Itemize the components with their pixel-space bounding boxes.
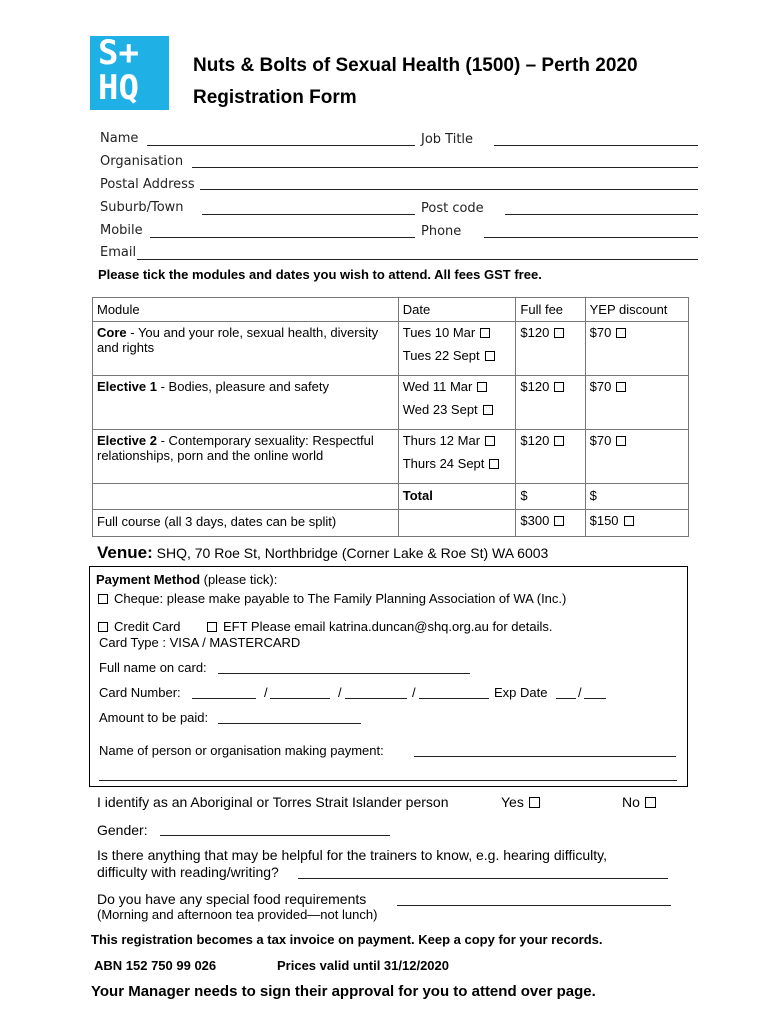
card-name-field[interactable] (218, 673, 470, 674)
name-label: Name (100, 131, 139, 146)
tax-invoice-note: This registration becomes a tax invoice on payment. Keep a copy for your records. (91, 932, 603, 947)
date-option[interactable] (399, 322, 516, 345)
module-table (92, 297, 689, 537)
organisation-field[interactable] (192, 167, 698, 168)
suburb-label: Suburb/Town (100, 200, 184, 215)
checkbox[interactable] (554, 516, 564, 526)
exp-date-label: Exp Date (494, 685, 548, 700)
logo-text-bottom: HQ (98, 68, 139, 108)
module-cell (93, 322, 399, 376)
cheque-label: Cheque: please make payable to The Family Planning Association of WA (Inc.) (114, 591, 567, 606)
fee-cell[interactable] (516, 322, 585, 376)
date-label: Thurs 12 Mar (402, 433, 481, 448)
separator: / (412, 685, 416, 700)
helpful-question-line1: Is there anything that may be helpful for the trainers to know, e.g. hearing difficulty, (97, 847, 607, 863)
food-question: Do you have any special food requirements (97, 891, 367, 907)
postal-address-label: Postal Address (100, 177, 195, 192)
identity-no-option[interactable] (622, 794, 656, 810)
total-fee[interactable]: $ (516, 484, 585, 510)
date-option[interactable] (399, 345, 516, 368)
helpful-question-line2: difficulty with reading/writing? (97, 864, 279, 880)
date-option[interactable] (399, 430, 516, 453)
checkbox[interactable] (616, 328, 626, 338)
date-option[interactable] (399, 399, 516, 422)
yep-cell[interactable] (585, 322, 688, 376)
eft-option[interactable] (207, 619, 552, 634)
exp-year-field[interactable] (584, 698, 606, 699)
identity-yes-label: Yes (501, 794, 524, 810)
venue (97, 543, 548, 563)
table-row (93, 430, 689, 484)
venue-label: Venue: (97, 543, 153, 562)
checkbox[interactable] (485, 351, 495, 361)
header-module: Module (93, 298, 399, 322)
module-name: Elective 2 (97, 433, 157, 448)
fee-value: $120 (520, 325, 550, 340)
checkbox[interactable] (477, 382, 487, 392)
table-row (93, 322, 689, 376)
postal-address-field[interactable] (200, 189, 698, 190)
yep-value: $150 (589, 513, 619, 528)
checkbox[interactable] (489, 459, 499, 469)
organisation-label: Organisation (100, 154, 184, 169)
checkbox[interactable] (624, 516, 634, 526)
exp-month-field[interactable] (556, 698, 576, 699)
identity-yes-option[interactable] (501, 794, 540, 810)
post-code-field[interactable] (505, 214, 698, 215)
fee-value: $120 (520, 379, 550, 394)
abn: ABN 152 750 99 026 (94, 958, 217, 973)
cheque-option[interactable] (98, 591, 566, 606)
date-label: Thurs 24 Sept (402, 456, 485, 471)
header-full-fee: Full fee (516, 298, 585, 322)
fee-value: $120 (520, 433, 550, 448)
date-cell (398, 430, 516, 484)
suburb-field[interactable] (202, 214, 415, 215)
module-name: Elective 1 (97, 379, 157, 394)
total-label: Total (398, 484, 516, 510)
date-cell (398, 322, 516, 376)
date-label: Tues 22 Sept (402, 348, 480, 363)
shq-logo (90, 33, 169, 110)
module-desc: - You and your role, sexual health, diversity and rights (97, 325, 379, 355)
amount-field[interactable] (218, 723, 361, 724)
post-code-label: Post code (421, 201, 484, 216)
page-subtitle: Registration Form (193, 87, 357, 108)
total-empty-cell (93, 484, 399, 510)
mobile-field[interactable] (150, 237, 415, 238)
date-option[interactable] (399, 376, 516, 399)
gender-label: Gender: (97, 822, 148, 838)
module-desc: - Bodies, pleasure and safety (157, 379, 329, 394)
instructions: Please tick the modules and dates you wish to attend. All fees GST free. (98, 267, 542, 282)
card-number-label: Card Number: (99, 685, 181, 700)
total-row (93, 484, 689, 510)
full-course-fee-cell[interactable] (516, 510, 585, 537)
food-field[interactable] (397, 905, 671, 906)
full-course-yep-cell[interactable] (585, 510, 688, 537)
yep-cell[interactable] (585, 430, 688, 484)
full-course-label: Full course (all 3 days, dates can be split) (93, 510, 399, 537)
checkbox[interactable] (485, 436, 495, 446)
card-number-field-2[interactable] (270, 698, 330, 699)
card-number-field-3[interactable] (345, 698, 407, 699)
payer-field-line2[interactable] (99, 780, 677, 781)
payment-title (96, 572, 277, 587)
date-label: Wed 11 Mar (402, 379, 473, 394)
job-title-label: Job Title (421, 132, 474, 147)
venue-address: SHQ, 70 Roe St, Northbridge (Corner Lake & Roe St) WA 6003 (152, 545, 549, 561)
manager-approval-note: Your Manager needs to sign their approval for you to attend over page. (91, 983, 596, 1000)
gender-field[interactable] (160, 835, 390, 836)
credit-card-option[interactable] (98, 619, 180, 634)
checkbox[interactable] (554, 382, 564, 392)
module-name: Core (97, 325, 127, 340)
job-title-field[interactable] (494, 145, 698, 146)
table-row (93, 376, 689, 430)
date-cell (398, 376, 516, 430)
payment-title-note: (please tick): (200, 572, 278, 587)
payment-box (89, 566, 688, 787)
identity-question: I identify as an Aboriginal or Torres Strait Islander person (97, 794, 449, 810)
header-yep: YEP discount (585, 298, 688, 322)
yep-value: $70 (589, 325, 612, 340)
eft-checkbox[interactable] (207, 622, 217, 632)
yep-value: $70 (589, 433, 612, 448)
card-name-label: Full name on card: (99, 660, 207, 675)
checkbox[interactable] (483, 405, 493, 415)
eft-label: EFT Please email katrina.duncan@shq.org.au for details. (223, 619, 553, 634)
fee-value: $300 (520, 513, 550, 528)
card-type: Card Type : VISA / MASTERCARD (99, 635, 301, 650)
phone-label: Phone (421, 224, 462, 239)
date-option[interactable] (399, 453, 516, 476)
mobile-label: Mobile (100, 223, 143, 238)
yep-value: $70 (589, 379, 612, 394)
amount-label: Amount to be paid: (99, 710, 209, 725)
checkbox[interactable] (554, 328, 564, 338)
email-field[interactable] (137, 259, 698, 260)
module-cell (93, 376, 399, 430)
fee-cell[interactable] (516, 376, 585, 430)
checkbox[interactable] (554, 436, 564, 446)
payer-label: Name of person or organisation making payment: (99, 743, 384, 758)
identity-no-checkbox[interactable] (645, 797, 656, 808)
identity-no-label: No (622, 794, 640, 810)
separator: / (578, 685, 582, 700)
date-label: Tues 10 Mar (402, 325, 476, 340)
fee-cell[interactable] (516, 430, 585, 484)
checkbox[interactable] (616, 436, 626, 446)
header-date: Date (398, 298, 516, 322)
full-course-row (93, 510, 689, 537)
checkbox[interactable] (616, 382, 626, 392)
prices-valid: Prices valid until 31/12/2020 (277, 958, 449, 973)
payer-field[interactable] (414, 756, 676, 757)
separator: / (264, 685, 268, 700)
module-cell (93, 430, 399, 484)
logo-text-top: S+ (98, 33, 139, 73)
module-desc: - Contemporary sexuality: Respectful relationships, porn and the online world (97, 433, 374, 463)
name-field[interactable] (147, 145, 415, 146)
table-header-row (93, 298, 689, 322)
full-course-empty-cell (398, 510, 516, 537)
separator: / (338, 685, 342, 700)
food-note: (Morning and afternoon tea provided—not lunch) (97, 907, 378, 922)
email-label: Email (100, 245, 137, 260)
credit-card-checkbox[interactable] (98, 622, 108, 632)
credit-card-label: Credit Card (114, 619, 181, 634)
yep-cell[interactable] (585, 376, 688, 430)
phone-field[interactable] (484, 237, 698, 238)
date-label: Wed 23 Sept (402, 402, 478, 417)
page-title: Nuts & Bolts of Sexual Health (1500) – Perth 2020 (193, 55, 638, 76)
identity-yes-checkbox[interactable] (529, 797, 540, 808)
total-yep[interactable]: $ (585, 484, 688, 510)
checkbox[interactable] (480, 328, 490, 338)
payment-title-label: Payment Method (96, 572, 201, 587)
card-number-field-4[interactable] (419, 698, 489, 699)
card-number-field-1[interactable] (192, 698, 256, 699)
cheque-checkbox[interactable] (98, 594, 108, 604)
helpful-field[interactable] (298, 878, 668, 879)
